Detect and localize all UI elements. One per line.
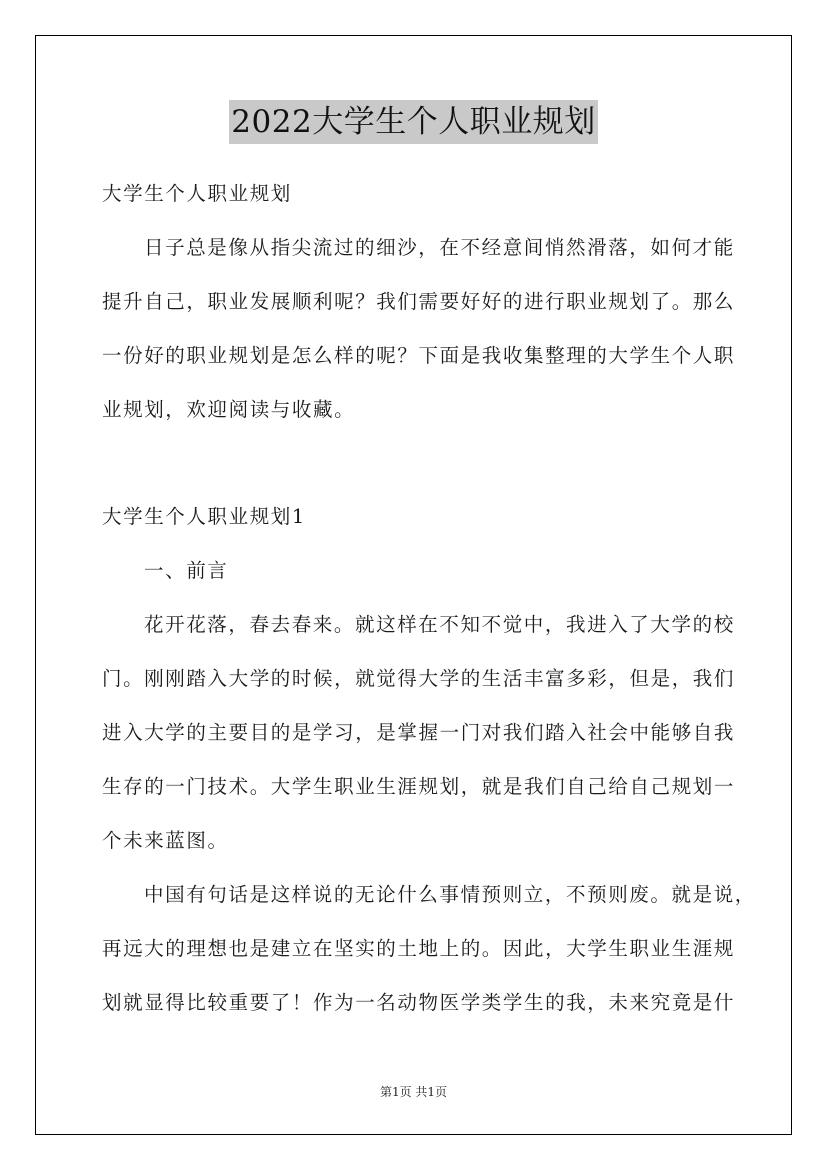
title-container (0, 100, 827, 144)
paragraph-line: 生存的一门技术。大学生职业生涯规划，就是我们自己给自己规划一 (102, 775, 736, 798)
document-body (102, 170, 756, 1033)
document-title: 2022大学生个人职业规划 (229, 100, 597, 144)
spacer (102, 440, 732, 493)
subsection-heading: 一、前言 (144, 559, 229, 582)
paragraph-line: 划就显得比较重要了！作为一名动物医学类学生的我，未来究竟是什 (102, 991, 736, 1014)
paragraph-line: 进入大学的主要目的是学习，是掌握一门对我们踏入社会中能够自我 (102, 721, 736, 744)
paragraph-line: 花开花落，春去春来。就这样在不知不觉中，我进入了大学的校 (144, 613, 735, 636)
page-footer: 第1页 共1页 (379, 1085, 448, 1099)
section-heading: 大学生个人职业规划1 (102, 505, 306, 528)
subtitle: 大学生个人职业规划 (102, 182, 292, 205)
paragraph-line: 个未来蓝图。 (102, 829, 229, 852)
intro-line: 提升自己，职业发展顺利呢？我们需要好好的进行职业规划了。那么 (102, 290, 736, 313)
intro-line: 业规划，欢迎阅读与收藏。 (102, 398, 356, 421)
paragraph-line: 中国有句话是这样说的无论什么事情预则立，不预则废。就是说， (144, 883, 756, 906)
paragraph-line: 再远大的理想也是建立在坚实的土地上的。因此，大学生职业生涯规 (102, 937, 736, 960)
intro-line: 日子总是像从指尖流过的细沙，在不经意间悄然滑落，如何才能 (144, 236, 735, 259)
intro-line: 一份好的职业规划是怎么样的呢？下面是我收集整理的大学生个人职 (102, 344, 736, 367)
paragraph-line: 门。刚刚踏入大学的时候，就觉得大学的生活丰富多彩，但是，我们 (102, 667, 736, 690)
